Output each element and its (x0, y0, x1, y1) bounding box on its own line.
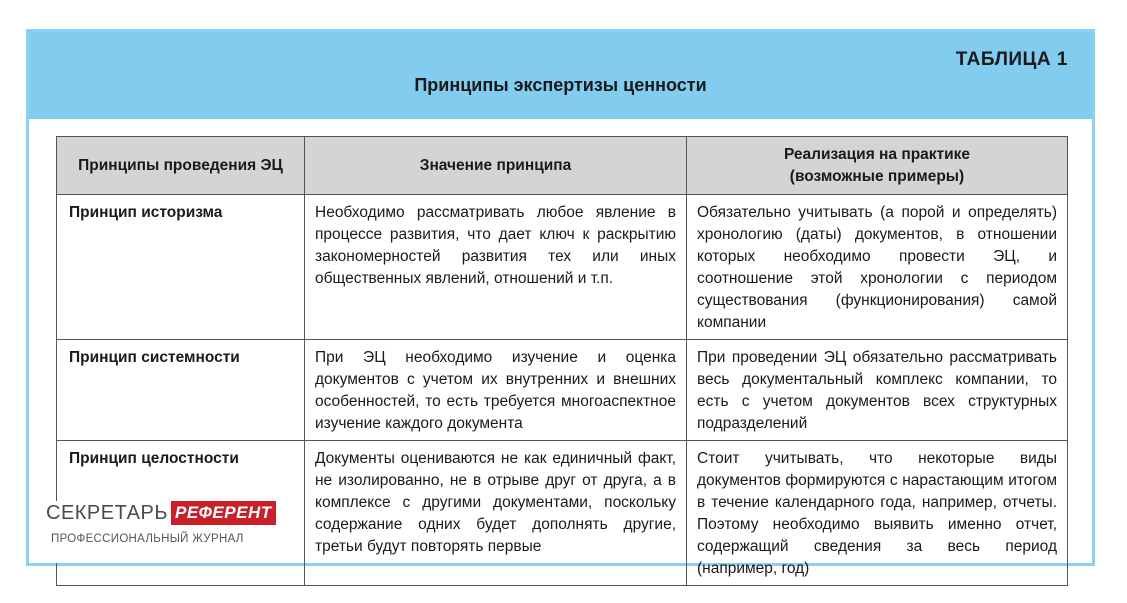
practice-cell: Стоит учитывать, что некоторые виды документов формируются с нарастающим итогом в течение календарного года, например, отчеты. Поэтому необходимо выявить именно отчет, содержащий сведения за весь период (например, год) (687, 441, 1068, 586)
principle-cell: Принцип целостности (57, 441, 305, 586)
table-header-band (29, 32, 1092, 119)
practice-cell: При проведении ЭЦ обязательно рассматривать весь документальный комплекс компании, то есть с учетом документов всех структурных подразделений (687, 340, 1068, 441)
magazine-logo (45, 501, 272, 563)
table-number: ТАБЛИЦА 1 (955, 49, 1068, 70)
logo-part-referent: РЕФЕРЕНТ (171, 501, 276, 525)
logo-wordmark (45, 501, 276, 525)
principle-cell: Принцип историзма (57, 195, 305, 340)
practice-cell: Обязательно учитывать (а порой и определять) хронологию (даты) документов, в отношении которых необходимо провести ЭЦ, и соотношение этой хронологии с периодом существования (функционирования) самой компании (687, 195, 1068, 340)
principle-cell: Принцип системности (57, 340, 305, 441)
column-header-practice: Реализация на практике (возможные примеры) (687, 137, 1068, 195)
meaning-cell: Документы оцениваются не как единичный факт, не изолированно, не в отрыве друг от друга, а в комплексе с другими документами, поскольку содержание одних будет дополнять другие, третьи будут повторять первые (305, 441, 687, 586)
meaning-cell: При ЭЦ необходимо изучение и оценка документов с учетом их внутренних и внешних особенностей, то есть требуется многоаспектное изучение каждого документа (305, 340, 687, 441)
logo-part-secretary: СЕКРЕТАРЬ (46, 502, 168, 524)
table-row (57, 340, 1068, 441)
column-header-principles: Принципы проведения ЭЦ (57, 137, 305, 195)
column-header-meaning: Значение принципа (305, 137, 687, 195)
table-title: Принципы экспертизы ценности (414, 75, 707, 95)
meaning-cell: Необходимо рассматривать любое явление в процессе развития, что дает ключ к раскрытию закономерностей развития тех или иных общественных явлений, отношений и т.п. (305, 195, 687, 340)
logo-subtitle: ПРОФЕССИОНАЛЬНЫЙ ЖУРНАЛ (51, 533, 244, 545)
table-header-row (57, 137, 1068, 195)
table-frame (26, 29, 1095, 577)
table-row (57, 195, 1068, 340)
